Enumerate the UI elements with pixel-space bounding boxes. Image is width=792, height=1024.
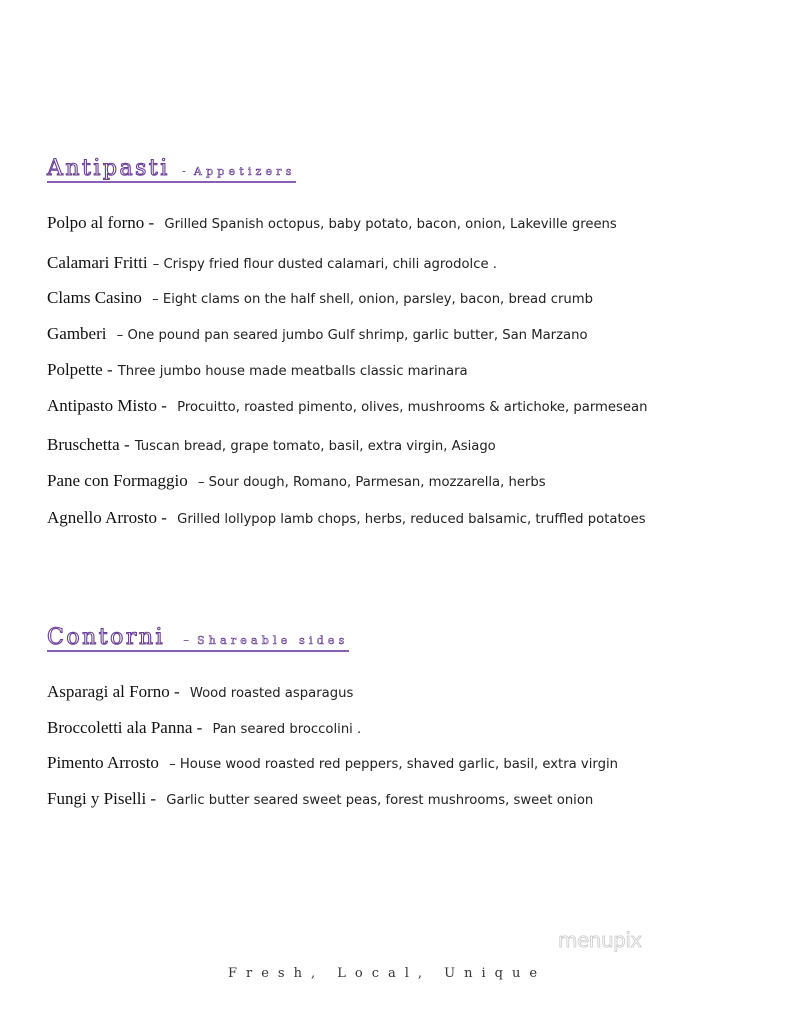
item-description: Three jumbo house made meatballs classic marinara bbox=[117, 364, 468, 379]
item-description: – Crispy fried flour dusted calamari, chili agrodolce . bbox=[152, 257, 497, 272]
menu-item-fungi-y-piselli bbox=[47, 789, 593, 811]
menu-item-pane-con-formaggio bbox=[47, 471, 546, 493]
item-description: Pan seared broccolini . bbox=[212, 722, 362, 737]
item-name: Bruschetta - bbox=[47, 435, 130, 454]
item-name: Pane con Formaggio bbox=[47, 471, 188, 490]
menu-item-clams-casino bbox=[47, 288, 593, 310]
item-description: Tuscan bread, grape tomato, basil, extra virgin, Asiago bbox=[134, 439, 496, 454]
menu-item-bruschetta bbox=[47, 435, 496, 457]
item-description: Procuitto, roasted pimento, olives, mushrooms & artichoke, parmesean bbox=[177, 400, 648, 415]
item-name: Gamberi bbox=[47, 324, 107, 343]
item-name: Polpo al forno - bbox=[47, 213, 155, 232]
item-description: Wood roasted asparagus bbox=[189, 686, 354, 701]
footer-tagline: Fresh, Local, Unique bbox=[228, 966, 547, 981]
menu-item-calamari-fritti bbox=[47, 253, 497, 275]
item-name: Antipasto Misto - bbox=[47, 396, 167, 415]
menu-item-polpo-al-forno bbox=[47, 213, 617, 235]
item-name: Pimento Arrosto bbox=[47, 753, 159, 772]
menu-item-asparagi-al-forno bbox=[47, 682, 353, 704]
menu-item-agnello-arrosto bbox=[47, 508, 646, 530]
menu-item-gamberi bbox=[47, 324, 588, 346]
item-description: – Eight clams on the half shell, onion, parsley, bacon, bread crumb bbox=[152, 292, 593, 307]
menu-item-antipasto-misto bbox=[47, 396, 647, 418]
antipasti-section-header bbox=[47, 158, 296, 183]
contorni-section-header bbox=[47, 627, 349, 652]
contorni-title: Contorni bbox=[47, 625, 166, 650]
item-name: Polpette - bbox=[47, 360, 113, 379]
item-description: Grilled Spanish octopus, baby potato, bacon, onion, Lakeville greens bbox=[164, 217, 617, 232]
item-description: – One pound pan seared jumbo Gulf shrimp, garlic butter, San Marzano bbox=[116, 328, 588, 343]
antipasti-separator: - bbox=[181, 164, 186, 178]
item-name: Agnello Arrosto - bbox=[47, 508, 167, 527]
menupix-watermark: menupix bbox=[558, 928, 642, 952]
menu-item-broccoletti-ala-panna bbox=[47, 718, 361, 740]
contorni-separator: – bbox=[183, 633, 190, 647]
item-name: Fungi y Piselli - bbox=[47, 789, 157, 808]
item-description: – House wood roasted red peppers, shaved garlic, basil, extra virgin bbox=[169, 757, 618, 772]
item-name: Asparagi al Forno - bbox=[47, 682, 180, 701]
antipasti-title: Antipasti bbox=[47, 156, 170, 181]
item-description: Garlic butter seared sweet peas, forest mushrooms, sweet onion bbox=[166, 793, 594, 808]
item-description: – Sour dough, Romano, Parmesan, mozzarella, herbs bbox=[197, 475, 546, 490]
menu-item-polpette bbox=[47, 360, 468, 382]
contorni-subtitle: Shareable sides bbox=[197, 634, 349, 647]
item-name: Calamari Fritti bbox=[47, 253, 148, 272]
antipasti-subtitle: Appetizers bbox=[193, 165, 296, 178]
item-name: Clams Casino bbox=[47, 288, 142, 307]
item-description: Grilled lollypop lamb chops, herbs, reduced balsamic, truffled potatoes bbox=[177, 512, 646, 527]
menu-item-pimento-arrosto bbox=[47, 753, 618, 775]
item-name: Broccoletti ala Panna - bbox=[47, 718, 203, 737]
